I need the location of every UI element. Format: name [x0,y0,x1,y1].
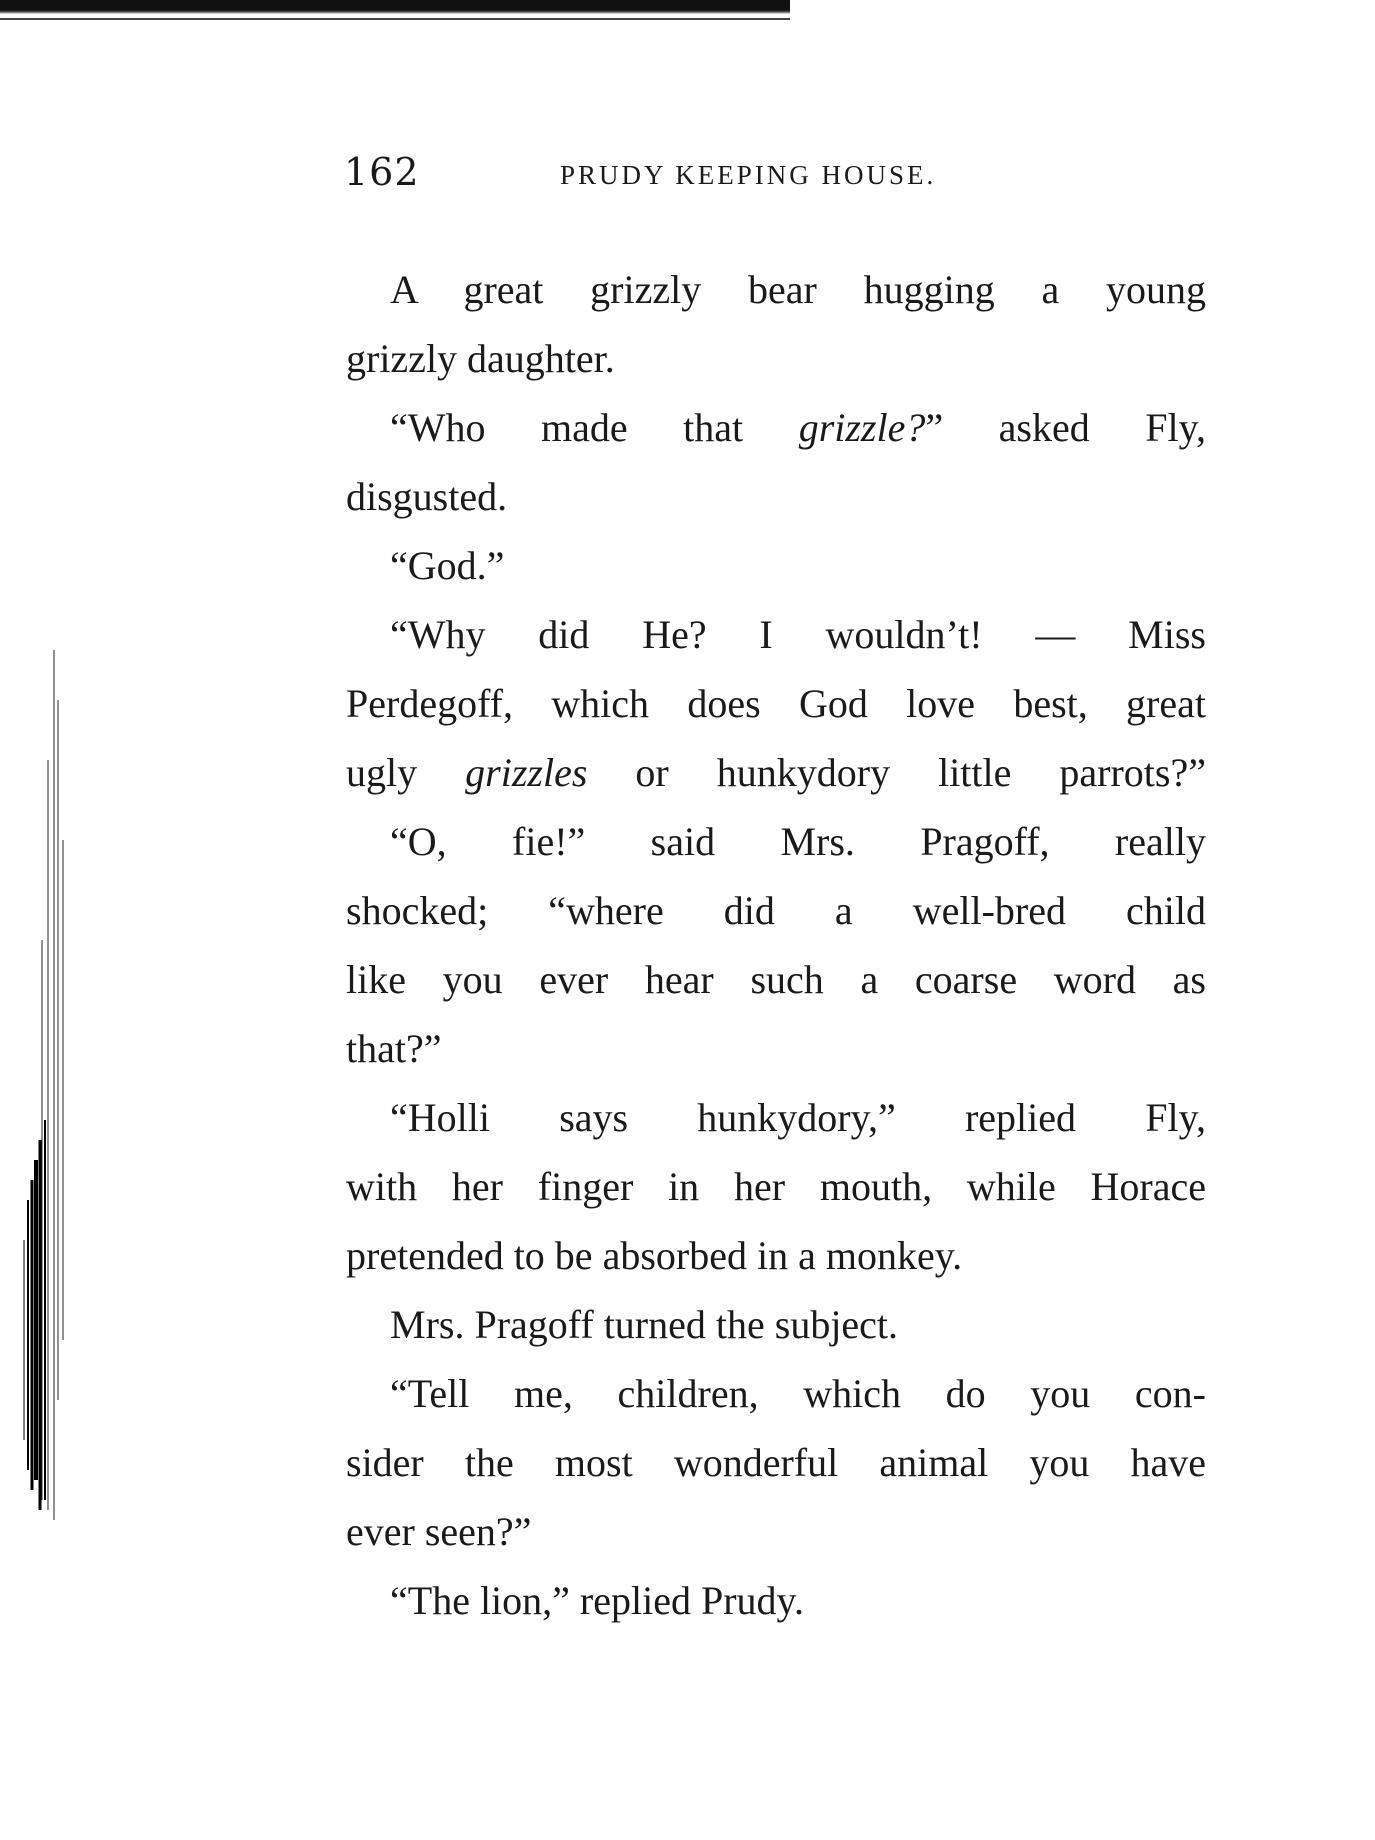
text-line: Perdegoff, which does God love best, great [346,681,1206,726]
text-line: disgusted. [346,474,508,519]
text-line: “The lion,” replied Prudy. [390,1578,804,1623]
text-line: “God.” [390,543,505,588]
text-line: ugly grizzles or hunkydory little parrots?” [346,750,1206,795]
scan-edge-marks [8,640,68,1540]
text-line: “Who made that grizzle?” asked Fly, [390,405,1207,450]
text-line: like you ever hear such a coarse word as [346,957,1206,1002]
italic-word: grizzle? [798,405,926,450]
running-title: PRUDY KEEPING HOUSE. [560,160,937,190]
text-line: Mrs. Pragoff turned the subject. [390,1302,899,1347]
text-line: with her finger in her mouth, while Horace [346,1164,1206,1209]
text-line: “O, fie!” said Mrs. Pragoff, really [390,819,1206,864]
text-line: that?” [346,1026,442,1071]
page-number: 162 [344,150,420,194]
text-line: grizzly daughter. [346,336,615,381]
page-text [346,255,1206,1635]
text-line: “Tell me, children, which do you con- [390,1371,1206,1416]
italic-word: grizzles [465,750,588,795]
text-line: “Why did He? I wouldn’t! — Miss [390,612,1206,657]
text-line: “Holli says hunkydory,” replied Fly, [390,1095,1206,1140]
text-line: ever seen?” [346,1509,532,1554]
text-line: sider the most wonderful animal you have [346,1440,1206,1485]
text-line: A great grizzly bear hugging a young [390,267,1206,312]
text-line: shocked; “where did a well-bred child [346,888,1206,933]
top-border-rule [0,0,790,14]
text-line: pretended to be absorbed in a monkey. [346,1233,963,1278]
top-border-thin-rule [0,18,790,20]
